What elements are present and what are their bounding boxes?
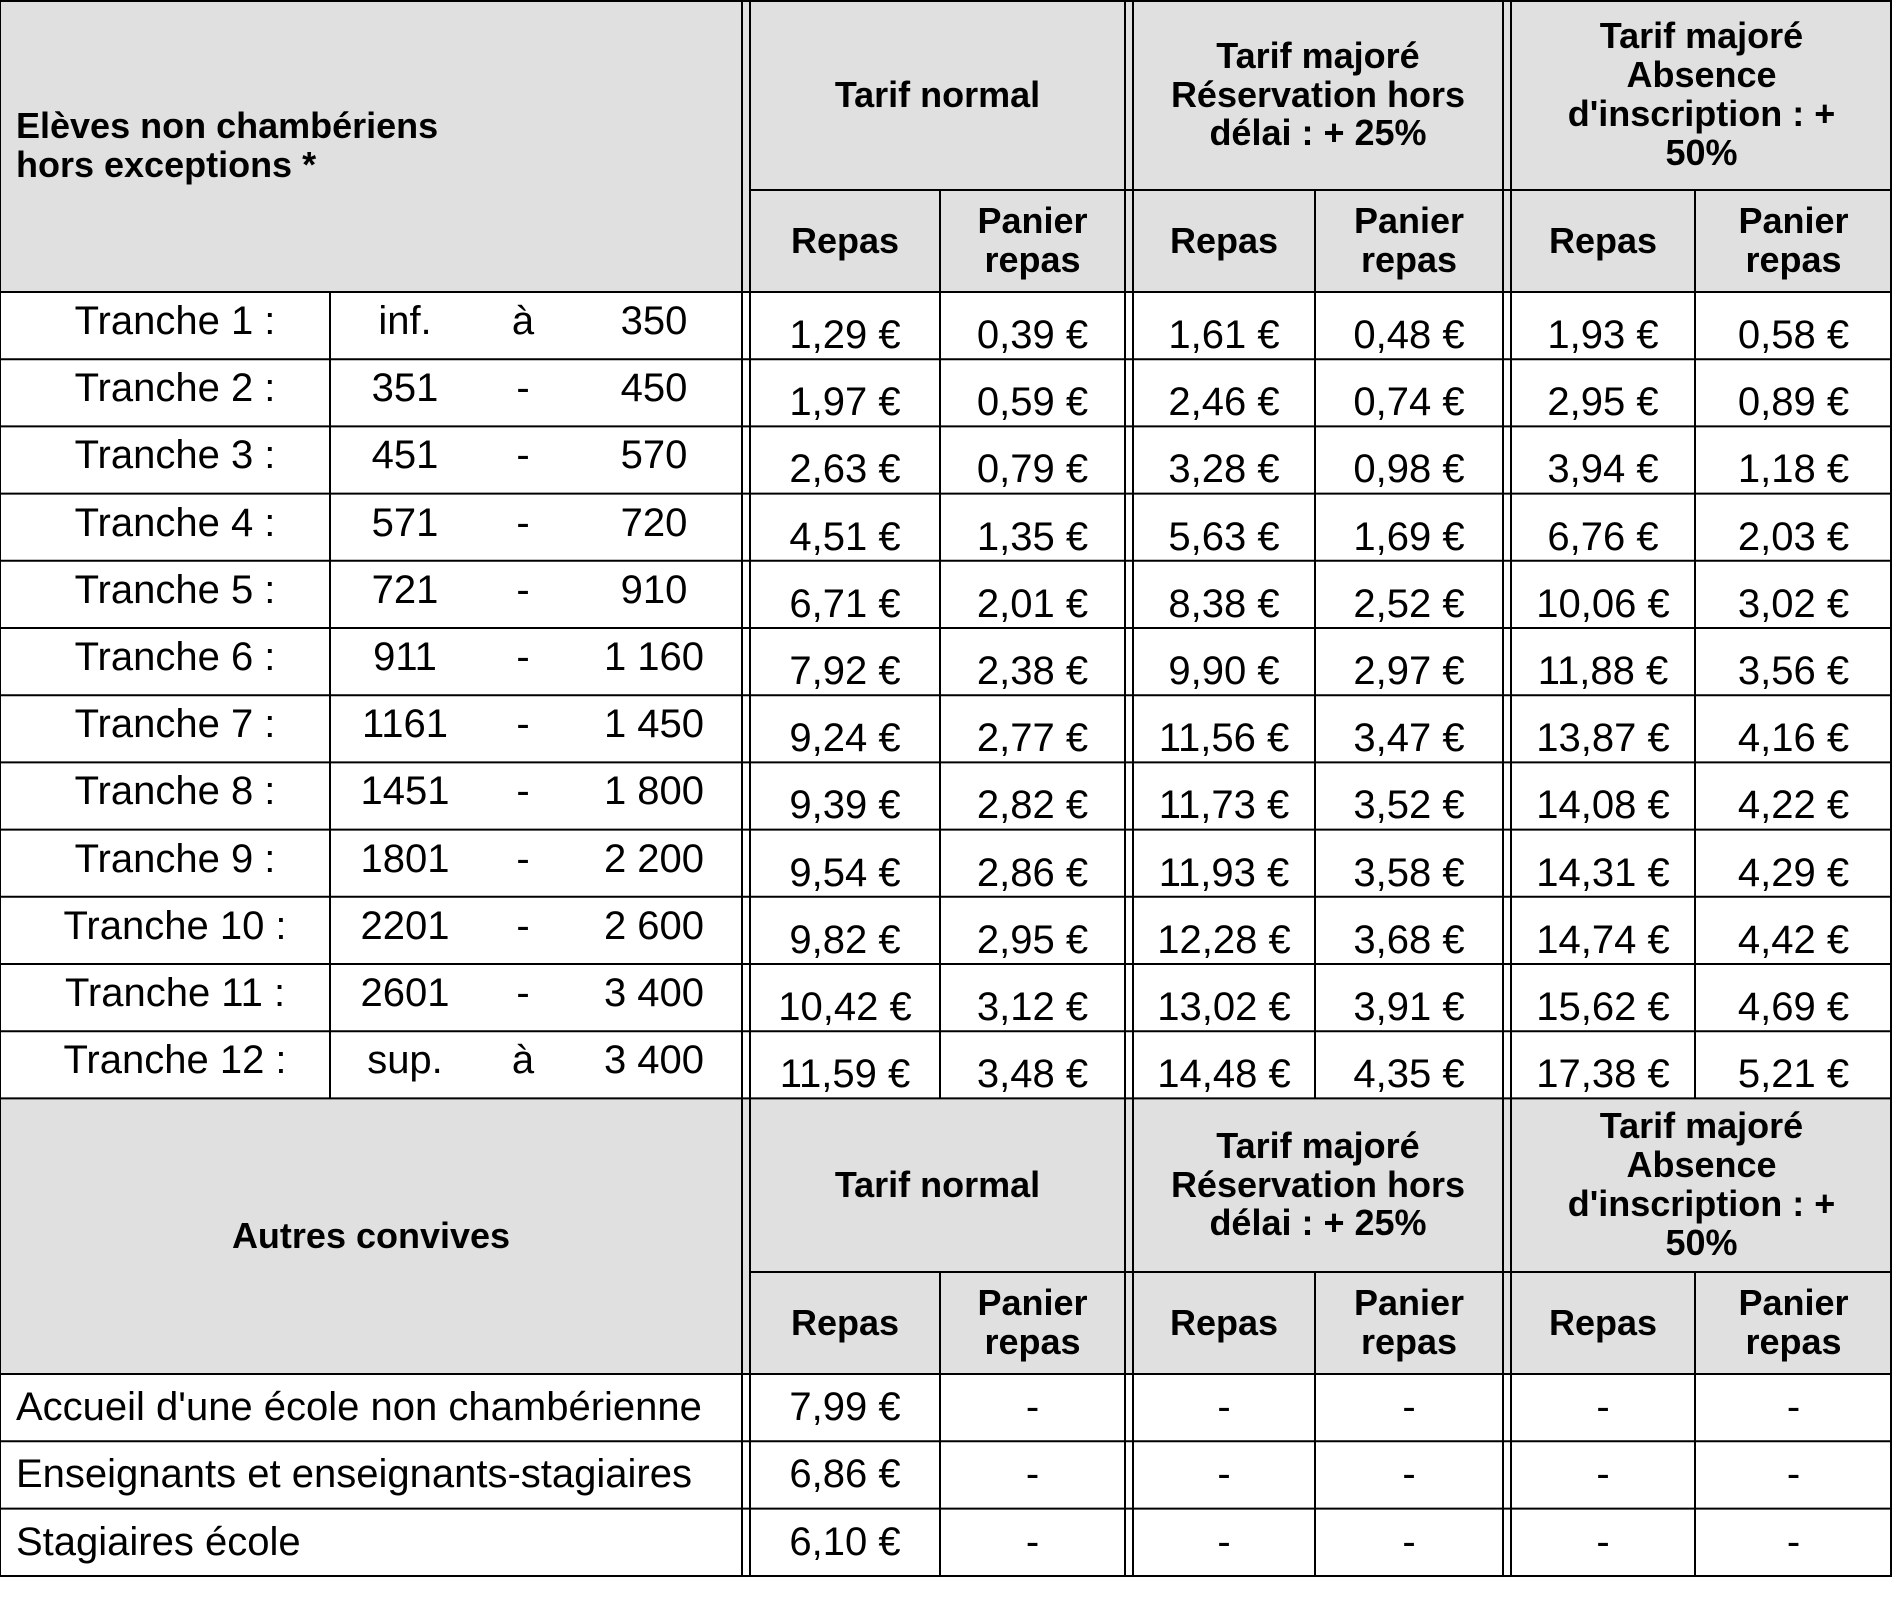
price-cell: 4,22 € — [1737, 783, 1850, 828]
section1-group-header-2: Tarif majoré Absence d'inscription : + 50% — [1511, 0, 1892, 190]
price-cell: 4,69 € — [1737, 985, 1850, 1029]
price-cell: - — [1217, 1519, 1231, 1564]
price-cell: - — [1402, 1519, 1416, 1564]
price-cell: 14,08 € — [1536, 783, 1670, 828]
price-cell: 3,68 € — [1353, 917, 1465, 962]
section2-group-header-0: Tarif normal — [750, 1098, 1125, 1272]
price-cell: 3,91 € — [1353, 985, 1465, 1029]
price-cell: - — [1025, 1452, 1040, 1497]
section2-title: Autres convives — [0, 1098, 742, 1374]
tranche-from: sup. — [367, 1038, 443, 1083]
tranche-to: 2 200 — [603, 836, 705, 881]
price-cell: 7,99 € — [789, 1385, 901, 1430]
price-cell: 1,97 € — [789, 380, 901, 425]
price-cell: 14,74 € — [1536, 917, 1670, 962]
price-cell: 2,01 € — [976, 581, 1089, 626]
price-cell: 9,82 € — [789, 917, 901, 962]
price-cell: 6,76 € — [1547, 514, 1659, 559]
section2-group-header-2: Tarif majoré Absence d'inscription : + 50% — [1511, 1098, 1892, 1272]
price-cell: 15,62 € — [1536, 985, 1670, 1029]
price-cell: 17,38 € — [1536, 1052, 1670, 1097]
price-cell: - — [1596, 1519, 1610, 1564]
tranche-separator: à — [511, 299, 535, 343]
tranche-to: 350 — [620, 299, 688, 343]
price-cell: 6,10 € — [789, 1519, 901, 1564]
tranche-to: 1 160 — [603, 635, 705, 679]
price-cell: 0,58 € — [1737, 313, 1850, 357]
price-cell: 13,87 € — [1536, 716, 1670, 761]
price-cell: - — [1217, 1452, 1231, 1497]
price-cell: 0,39 € — [976, 313, 1089, 357]
price-cell: 5,63 € — [1168, 514, 1280, 559]
price-cell: 1,29 € — [789, 313, 901, 357]
section1-group-header-0: Tarif normal — [750, 0, 1125, 190]
price-cell: 1,18 € — [1737, 447, 1850, 492]
price-cell: 2,46 € — [1168, 380, 1280, 425]
tranche-label: Tranche 12 : — [63, 1038, 287, 1083]
section2-group-header-1: Tarif majoré Réservation hors délai : + 25% — [1133, 1098, 1503, 1272]
price-cell: 0,59 € — [976, 380, 1089, 425]
tranche-from: 1801 — [360, 836, 450, 881]
price-cell: 1,35 € — [976, 514, 1089, 559]
price-cell: 3,48 € — [976, 1052, 1089, 1097]
price-cell: - — [1025, 1519, 1040, 1564]
price-cell: 3,58 € — [1353, 850, 1465, 895]
price-cell: 3,56 € — [1737, 649, 1850, 693]
section1-gap2-bg — [1125, 0, 1133, 292]
tranche-label: Tranche 4 : — [74, 500, 276, 545]
tranche-to: 3 400 — [603, 1038, 705, 1083]
tranche-separator: - — [516, 433, 530, 478]
price-cell: 0,89 € — [1737, 380, 1850, 425]
section2-sub-header-3: Panier repas — [1315, 1272, 1503, 1374]
price-cell: 14,48 € — [1157, 1052, 1291, 1097]
price-cell: 7,92 € — [789, 649, 901, 693]
tranche-label: Tranche 7 : — [74, 702, 276, 747]
price-cell: 0,98 € — [1353, 447, 1465, 492]
tranche-label: Tranche 1 : — [74, 299, 276, 343]
tranche-to: 2 600 — [603, 903, 705, 948]
tranche-separator: - — [516, 769, 530, 814]
price-cell: 4,29 € — [1737, 850, 1850, 895]
price-cell: 12,28 € — [1157, 917, 1291, 962]
price-cell: 11,93 € — [1158, 850, 1290, 895]
section2-sub-header-1: Panier repas — [940, 1272, 1125, 1374]
price-cell: 2,97 € — [1353, 649, 1465, 693]
price-cell: 1,61 € — [1168, 313, 1280, 357]
price-cell: 3,02 € — [1737, 581, 1850, 626]
tranche-label: Tranche 10 : — [63, 903, 287, 948]
tranche-to: 570 — [620, 433, 688, 478]
price-cell: 0,74 € — [1353, 380, 1465, 425]
price-cell: 2,77 € — [976, 716, 1089, 761]
tranche-from: 351 — [371, 366, 439, 411]
price-cell: 2,95 € — [976, 917, 1089, 962]
tranche-label: Tranche 11 : — [64, 971, 286, 1015]
price-cell: 9,24 € — [789, 716, 901, 761]
section2-gap3-bg — [1503, 1098, 1511, 1374]
convive-label: Accueil d'une école non chambérienne — [16, 1385, 702, 1430]
price-cell: 4,35 € — [1353, 1052, 1465, 1097]
section1-title: Elèves non chambériens hors exceptions * — [0, 0, 742, 292]
tranche-separator: - — [516, 903, 530, 948]
tranche-from: inf. — [378, 299, 432, 343]
price-cell: 3,12 € — [976, 985, 1089, 1029]
price-cell: 13,02 € — [1157, 985, 1291, 1029]
tranche-to: 1 800 — [603, 769, 705, 814]
price-cell: 2,63 € — [789, 447, 901, 492]
tranche-label: Tranche 5 : — [74, 567, 276, 612]
price-cell: 9,54 € — [789, 850, 901, 895]
section2-gap2-bg — [1125, 1098, 1133, 1374]
price-cell: 2,52 € — [1353, 581, 1465, 626]
price-cell: 11,73 € — [1158, 783, 1290, 828]
price-cell: - — [1217, 1385, 1231, 1430]
tranche-label: Tranche 9 : — [74, 836, 276, 881]
section1-sub-header-4: Repas — [1511, 190, 1695, 292]
section1-gap3-bg — [1503, 0, 1511, 292]
tranche-from: 2201 — [360, 903, 450, 948]
convive-label: Enseignants et enseignants-stagiaires — [16, 1452, 692, 1497]
price-cell: - — [1402, 1452, 1416, 1497]
section1-sub-header-0: Repas — [750, 190, 940, 292]
price-cell: 1,69 € — [1353, 514, 1465, 559]
tranche-separator: - — [516, 635, 530, 679]
tranche-from: 2601 — [360, 971, 450, 1015]
price-cell: 2,03 € — [1737, 514, 1850, 559]
price-cell: 11,88 € — [1537, 649, 1669, 693]
price-cell: - — [1786, 1385, 1801, 1430]
price-cell: 8,38 € — [1168, 581, 1280, 626]
price-cell: - — [1025, 1385, 1040, 1430]
section1-group-header-1: Tarif majoré Réservation hors délai : + 25% — [1133, 0, 1503, 190]
tranche-from: 571 — [371, 500, 439, 545]
section2-sub-header-2: Repas — [1133, 1272, 1315, 1374]
tranche-separator: - — [516, 567, 530, 612]
tranche-separator: - — [516, 971, 530, 1015]
price-cell: 2,95 € — [1547, 380, 1659, 425]
price-cell: 4,16 € — [1737, 716, 1850, 761]
tranche-to: 3 400 — [603, 971, 705, 1015]
price-cell: 2,86 € — [976, 850, 1089, 895]
tranche-to: 910 — [620, 567, 688, 612]
price-cell: 6,71 € — [789, 581, 901, 626]
price-cell: - — [1596, 1385, 1610, 1430]
price-cell: 4,51 € — [789, 514, 901, 559]
tranche-to: 720 — [620, 500, 688, 545]
convive-label: Stagiaires école — [16, 1519, 301, 1564]
section2-gap-bg — [742, 1098, 750, 1374]
price-cell: 3,52 € — [1353, 783, 1465, 828]
section1-sub-header-5: Panier repas — [1695, 190, 1892, 292]
price-cell: 5,21 € — [1737, 1052, 1850, 1097]
price-cell: 3,28 € — [1168, 447, 1280, 492]
price-cell: 1,93 € — [1547, 313, 1659, 357]
section2-sub-header-0: Repas — [750, 1272, 940, 1374]
price-cell: 2,82 € — [976, 783, 1089, 828]
section1-gap-bg — [742, 0, 750, 292]
section1-sub-header-1: Panier repas — [940, 190, 1125, 292]
price-cell: - — [1786, 1519, 1801, 1564]
price-cell: 11,59 € — [779, 1052, 911, 1097]
tranche-separator: - — [516, 702, 530, 747]
price-cell: - — [1786, 1452, 1801, 1497]
price-cell: - — [1596, 1452, 1610, 1497]
price-cell: 9,39 € — [789, 783, 901, 828]
tranche-label: Tranche 6 : — [74, 635, 276, 679]
price-cell: 11,56 € — [1158, 716, 1290, 761]
section1-sub-header-2: Repas — [1133, 190, 1315, 292]
price-cell: 4,42 € — [1737, 917, 1850, 962]
price-cell: 3,94 € — [1547, 447, 1659, 492]
tranche-to: 1 450 — [603, 702, 705, 747]
price-cell: 14,31 € — [1536, 850, 1670, 895]
section2-sub-header-5: Panier repas — [1695, 1272, 1892, 1374]
tranche-separator: - — [516, 500, 530, 545]
price-cell: 0,48 € — [1353, 313, 1465, 357]
tranche-separator: à — [511, 1038, 535, 1083]
price-cell: 10,42 € — [778, 985, 912, 1029]
tranche-label: Tranche 3 : — [74, 433, 276, 478]
tranche-from: 721 — [371, 567, 439, 612]
section2-sub-header-4: Repas — [1511, 1272, 1695, 1374]
price-cell: 3,47 € — [1353, 716, 1465, 761]
tranche-label: Tranche 8 : — [74, 769, 276, 814]
tranche-separator: - — [516, 366, 530, 411]
price-cell: 2,38 € — [976, 649, 1089, 693]
tranche-separator: - — [516, 836, 530, 881]
tranche-from: 1451 — [360, 769, 450, 814]
tranche-from: 1161 — [361, 702, 448, 747]
price-cell: 0,79 € — [976, 447, 1089, 492]
tranche-from: 911 — [373, 635, 437, 679]
tranche-to: 450 — [620, 366, 688, 411]
price-cell: 9,90 € — [1168, 649, 1280, 693]
price-cell: 6,86 € — [789, 1452, 901, 1497]
price-cell: - — [1402, 1385, 1416, 1430]
tranche-from: 451 — [371, 433, 439, 478]
price-cell: 10,06 € — [1536, 581, 1670, 626]
section1-sub-header-3: Panier repas — [1315, 190, 1503, 292]
tranche-label: Tranche 2 : — [74, 366, 276, 411]
